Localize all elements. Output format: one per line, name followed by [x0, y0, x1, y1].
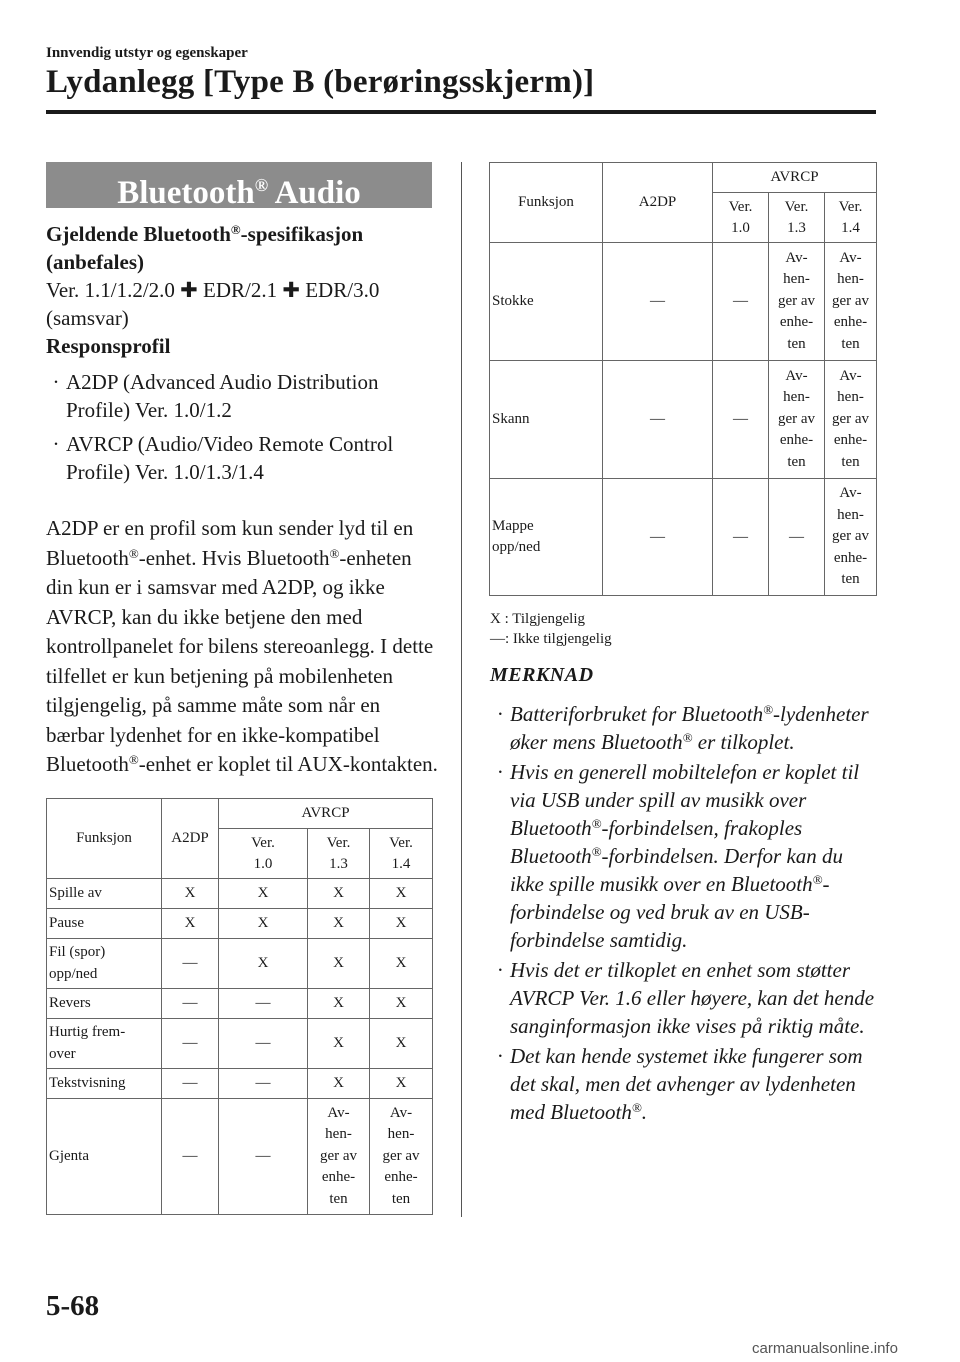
- cell-a2dp: X: [162, 909, 219, 939]
- plus-icon: ✚: [180, 278, 198, 302]
- table-row: [47, 989, 433, 1019]
- header-avrcp: AVRCP: [219, 799, 433, 829]
- body-paragraph: A2DP er en profil som kun sender lyd til en Bluetooth®-enhet. Hvis Bluetooth®-enheten din kun er i samsvar med A2DP, og ikke AVRCP, kan du ikke betjene den med kontrollpanelet for bilens stereoanlegg. I dette tilfellet er kun betjening på mobilenheten tilgjengelig, på samme måte som når en bærbar lydenhet for en ikke-kompatibel Bluetooth®-enhet er koplet til AUX-kontakten.: [46, 516, 438, 776]
- cell-v13: X: [308, 909, 370, 939]
- legend-unavailable: —: Ikke tilgjengelig: [490, 631, 612, 647]
- row-label: Revers: [47, 989, 162, 1019]
- row-label: Gjenta: [47, 1099, 162, 1215]
- bullet-icon: ·: [52, 432, 60, 456]
- list-item: · A2DP (Advanced Audio Distribution Profile) Ver. 1.0/1.2: [46, 368, 441, 424]
- header-funksjon: Funksjon: [47, 799, 162, 879]
- banner-text: Bluetooth: [117, 175, 255, 211]
- profile-heading: Responsprofil: [46, 334, 171, 358]
- cell-v10: —: [219, 1019, 308, 1069]
- cell-v14: X: [370, 989, 433, 1019]
- function-table-2: [489, 162, 877, 596]
- list-item: · Hvis det er tilkoplet en enhet som støtter AVRCP Ver. 1.6 eller høyere, kan det hende sanginformasjon ikke vises på riktig måte.: [490, 956, 880, 1040]
- list-item: · Batteriforbruket for Bluetooth®-lydenheter øker mens Bluetooth® er tilkoplet.: [490, 700, 880, 756]
- bullet-icon: ·: [497, 702, 503, 726]
- spec-compat: (samsvar): [46, 306, 129, 330]
- spec-heading: Gjeldende Bluetooth®-spesifikasjon: [46, 221, 364, 246]
- cell-v14: X: [370, 1069, 433, 1099]
- table-row: [490, 479, 877, 596]
- cell-v14: X: [370, 1019, 433, 1069]
- header-funksjon: Funksjon: [490, 163, 603, 243]
- header-avrcp: AVRCP: [713, 163, 877, 193]
- table-row: [490, 243, 877, 361]
- header-a2dp: A2DP: [603, 163, 713, 243]
- cell-v13: Av- hen- ger av enhe- ten: [769, 243, 825, 361]
- row-label: Hurtig frem- over: [47, 1019, 162, 1069]
- cell-a2dp: —: [162, 1099, 219, 1215]
- table-row: [47, 939, 433, 989]
- bullet-icon: ·: [497, 1044, 503, 1068]
- registered-mark: ®: [254, 175, 269, 195]
- table-legend: [490, 609, 612, 649]
- cell-v14: Av- hen- ger av enhe- ten: [825, 361, 877, 479]
- table-row: [47, 1069, 433, 1099]
- cell-a2dp: —: [162, 989, 219, 1019]
- note-heading: MERKNAD: [490, 664, 594, 686]
- row-label: Spille av: [47, 879, 162, 909]
- cell-v10: —: [219, 1069, 308, 1099]
- cell-v13: X: [308, 1019, 370, 1069]
- title-rule: [46, 110, 876, 114]
- header-ver-1-4: Ver. 1.4: [825, 193, 877, 243]
- cell-v13: Av- hen- ger av enhe- ten: [308, 1099, 370, 1215]
- cell-v13: X: [308, 939, 370, 989]
- spec-version: Ver. 1.1/1.2/2.0 ✚ EDR/2.1 ✚ EDR/3.0: [46, 278, 380, 302]
- cell-v10: —: [713, 479, 769, 596]
- row-label: Skann: [490, 361, 603, 479]
- cell-v14: X: [370, 909, 433, 939]
- cell-v10: X: [219, 909, 308, 939]
- table-row: [47, 1019, 433, 1069]
- page-number: 5-68: [46, 1290, 100, 1322]
- header-a2dp: A2DP: [162, 799, 219, 879]
- table-row: [47, 879, 433, 909]
- row-label: Fil (spor) opp/ned: [47, 939, 162, 989]
- cell-v13: X: [308, 989, 370, 1019]
- list-item: · Det kan hende systemet ikke fungerer som det skal, men det avhenger av lydenheten med Bluetooth®.: [490, 1042, 880, 1126]
- left-column: [46, 220, 441, 780]
- plus-icon: ✚: [282, 278, 300, 302]
- header-ver-1-3: Ver. 1.3: [769, 193, 825, 243]
- row-label: Pause: [47, 909, 162, 939]
- cell-a2dp: —: [603, 243, 713, 361]
- legend-available: X : Tilgjengelig: [490, 611, 586, 627]
- section-label: Innvendig utstyr og egenskaper: [46, 45, 248, 61]
- spec-heading-2: (anbefales): [46, 250, 144, 274]
- bullet-icon: ·: [497, 958, 503, 982]
- cell-v14: X: [370, 939, 433, 989]
- cell-a2dp: —: [162, 939, 219, 989]
- cell-v14: X: [370, 879, 433, 909]
- table-row: [47, 1099, 433, 1215]
- bullet-icon: ·: [497, 760, 503, 784]
- watermark-text: carmanualsonline.info: [752, 1340, 898, 1357]
- cell-v10: —: [713, 361, 769, 479]
- cell-v13: X: [308, 1069, 370, 1099]
- table-row: [490, 361, 877, 479]
- column-divider: [461, 162, 462, 1217]
- table-row: [47, 909, 433, 939]
- list-item: · Hvis en generell mobiltelefon er koplet til via USB under spill av musikk over Bluetooth®-forbindelsen, frakoples Bluetooth®-forbindelsen. Derfor kan du ikke spille musikk over en Bluetooth®-forbindelse og ved bruk av en USB-forbindelse samtidig.: [490, 758, 880, 954]
- bullet-icon: ·: [52, 370, 60, 394]
- cell-v13: —: [769, 479, 825, 596]
- cell-v10: X: [219, 939, 308, 989]
- page-title: Lydanlegg [Type B (berøringsskjerm)]: [46, 64, 595, 100]
- list-item: · AVRCP (Audio/Video Remote Control Profile) Ver. 1.0/1.3/1.4: [46, 430, 441, 486]
- cell-a2dp: —: [162, 1069, 219, 1099]
- cell-v10: X: [219, 879, 308, 909]
- cell-a2dp: —: [603, 479, 713, 596]
- cell-v10: —: [219, 1099, 308, 1215]
- row-label: Stokke: [490, 243, 603, 361]
- banner-text-2: Audio: [268, 175, 361, 211]
- cell-v10: —: [713, 243, 769, 361]
- row-label: Tekstvisning: [47, 1069, 162, 1099]
- header-ver-1-0: Ver. 1.0: [219, 829, 308, 879]
- header-ver-1-4: Ver. 1.4: [370, 829, 433, 879]
- cell-v14: Av- hen- ger av enhe- ten: [825, 243, 877, 361]
- header-ver-1-0: Ver. 1.0: [713, 193, 769, 243]
- note-list: [490, 700, 880, 1128]
- cell-a2dp: —: [603, 361, 713, 479]
- cell-v14: Av- hen- ger av enhe- ten: [370, 1099, 433, 1215]
- cell-v13: Av- hen- ger av enhe- ten: [769, 361, 825, 479]
- function-table-1: [46, 798, 433, 1215]
- cell-a2dp: —: [162, 1019, 219, 1069]
- header-ver-1-3: Ver. 1.3: [308, 829, 370, 879]
- cell-v14: Av- hen- ger av enhe- ten: [825, 479, 877, 596]
- section-banner: [46, 162, 432, 211]
- cell-v13: X: [308, 879, 370, 909]
- row-label: Mappe opp/ned: [490, 479, 603, 596]
- cell-v10: —: [219, 989, 308, 1019]
- cell-a2dp: X: [162, 879, 219, 909]
